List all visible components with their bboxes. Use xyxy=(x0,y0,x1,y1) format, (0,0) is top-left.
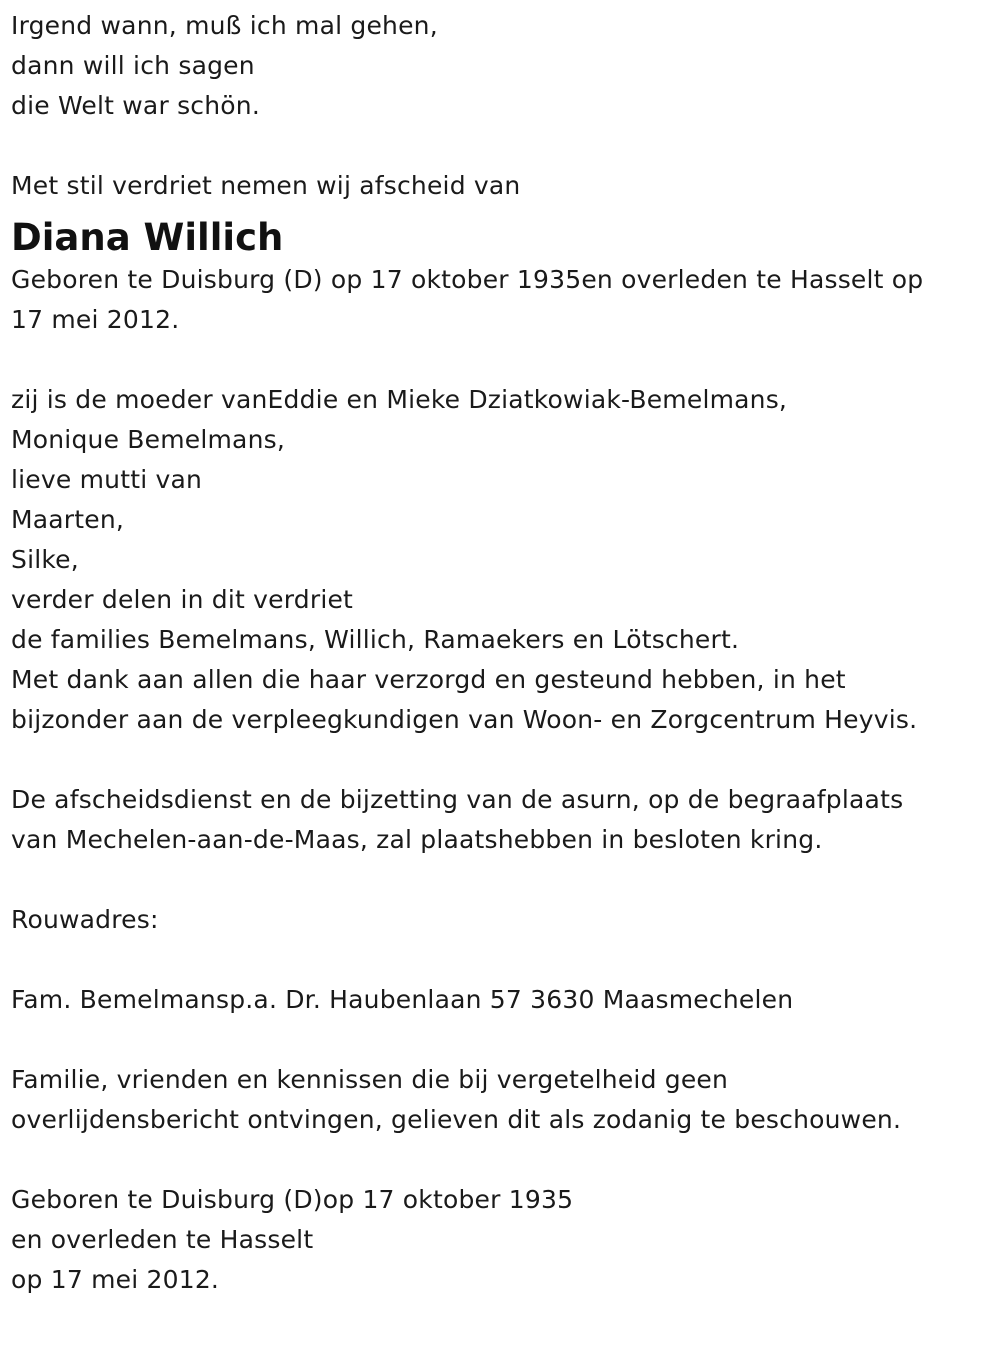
family-line-9: bijzonder aan de verpleegkundigen van Woon- en Zorgcentrum Heyvis. xyxy=(11,705,918,734)
family-line-6: verder delen in dit verdriet xyxy=(11,585,354,614)
deceased-name: Diana Willich xyxy=(11,216,284,259)
poem-line-2: dann will ich sagen xyxy=(11,51,255,80)
family-line-2: Monique Bemelmans, xyxy=(11,425,285,454)
family-line-7: de families Bemelmans, Willich, Ramaekers en Lötschert. xyxy=(11,625,740,654)
ceremony-line-2: van Mechelen-aan-de-Maas, zal plaatshebben in besloten kring. xyxy=(11,825,823,854)
family-line-4: Maarten, xyxy=(11,505,125,534)
spacer xyxy=(11,860,1000,900)
poem-line-3: die Welt war schön. xyxy=(11,91,260,120)
intro-text: Met stil verdriet nemen wij afscheid van xyxy=(11,171,521,200)
spacer xyxy=(11,126,1000,166)
spacer xyxy=(11,1020,1000,1060)
family-line-5: Silke, xyxy=(11,545,79,574)
spacer xyxy=(11,740,1000,780)
family-line-8: Met dank aan allen die haar verzorgd en gesteund hebben, in het xyxy=(11,665,846,694)
poem-line-1: Irgend wann, muß ich mal gehen, xyxy=(11,11,438,40)
footer-line-1: Geboren te Duisburg (D)op 17 oktober 1935 xyxy=(11,1185,574,1214)
address-text: Fam. Bemelmansp.a. Dr. Haubenlaan 57 3630 Maasmechelen xyxy=(11,985,794,1014)
footer-line-3: op 17 mei 2012. xyxy=(11,1265,220,1294)
birth-death-line-2: 17 mei 2012. xyxy=(11,305,180,334)
spacer xyxy=(11,340,1000,380)
spacer xyxy=(11,1140,1000,1180)
birth-death-line-1: Geboren te Duisburg (D) op 17 oktober 1935en overleden te Hasselt op xyxy=(11,265,924,294)
family-line-1: zij is de moeder vanEddie en Mieke Dziatkowiak-Bemelmans, xyxy=(11,385,788,414)
family-line-3: lieve mutti van xyxy=(11,465,203,494)
spacer xyxy=(11,940,1000,980)
notice-line-1: Familie, vrienden en kennissen die bij vergetelheid geen xyxy=(11,1065,729,1094)
notice-line-2: overlijdensbericht ontvingen, gelieven dit als zodanig te beschouwen. xyxy=(11,1105,902,1134)
ceremony-line-1: De afscheidsdienst en de bijzetting van de asurn, op de begraafplaats xyxy=(11,785,904,814)
footer-line-2: en overleden te Hasselt xyxy=(11,1225,314,1254)
address-label: Rouwadres: xyxy=(11,905,159,934)
